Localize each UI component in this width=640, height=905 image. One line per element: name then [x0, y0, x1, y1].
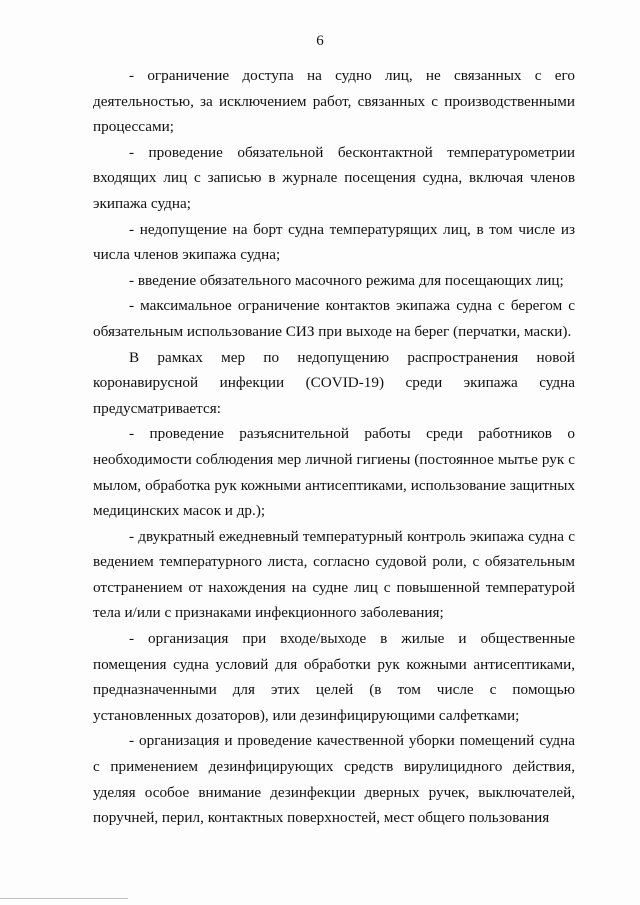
paragraph-hygiene-briefing: - проведение разъяснительной работы среди работников о необходимости соблюдения мер личной гигиены (постоянное мытье рук с мылом, обработка рук кожными антисептиками, использование защитных медицинских масок и др.); — [93, 425, 575, 520]
paragraph-access-restriction: - ограничение доступа на судно лиц, не связанных с его деятельностью, за исключением работ, связанных с производственными процессами; — [93, 67, 575, 136]
paragraph-daily-temperature-control: - двукратный ежедневный температурный контроль экипажа судна с ведением температурного листа, согласно судовой роли, с обязательным отстранением от нахождения на судне лиц с повышенной температурой тела и/или с признаками инфекционного заболевания; — [93, 527, 575, 622]
paragraph-boarding-ban: - недопущение на борт судна температурящих лиц, в том числе из числа членов экипажа судна; — [93, 220, 575, 264]
paragraph-covid-measures-intro: В рамках мер по недопущению распространения новой коронавирусной инфекции (COVID-19) среди экипажа судна предусматривается: — [93, 348, 575, 417]
paragraph-mask-regime: - введение обязательного масочного режима для посещающих лиц; — [129, 271, 564, 289]
paragraph-hand-sanitizing: - организация при входе/выходе в жилые и общественные помещения судна условий для обработки рук кожными антисептиками, предназначенными для этих целей (в том числе с помощью установленных дозаторов), или дезинфицирующими салфетками; — [93, 630, 575, 724]
paragraph-cleaning: - организация и проведение качественной уборки помещений судна с применением дезинфицирующих средств вирулицидного действия, уделяя особое внимание дезинфекции дверных ручек, выключателей, поручней, перил, контактных поверхностей, мест общего пользования — [93, 732, 575, 827]
document-body — [93, 63, 575, 831]
page-number: 6 — [316, 33, 324, 49]
scan-edge-mark — [0, 898, 128, 899]
paragraph-temperature-screening: - проведение обязательной бесконтактной температурометрии входящих лиц с записью в журнале посещения судна, включая членов экипажа судна; — [93, 143, 575, 212]
paragraph-shore-contact: - максимальное ограничение контактов экипажа судна с берегом с обязательным использование СИЗ при выходе на берег (перчатки, маски). — [93, 297, 575, 340]
